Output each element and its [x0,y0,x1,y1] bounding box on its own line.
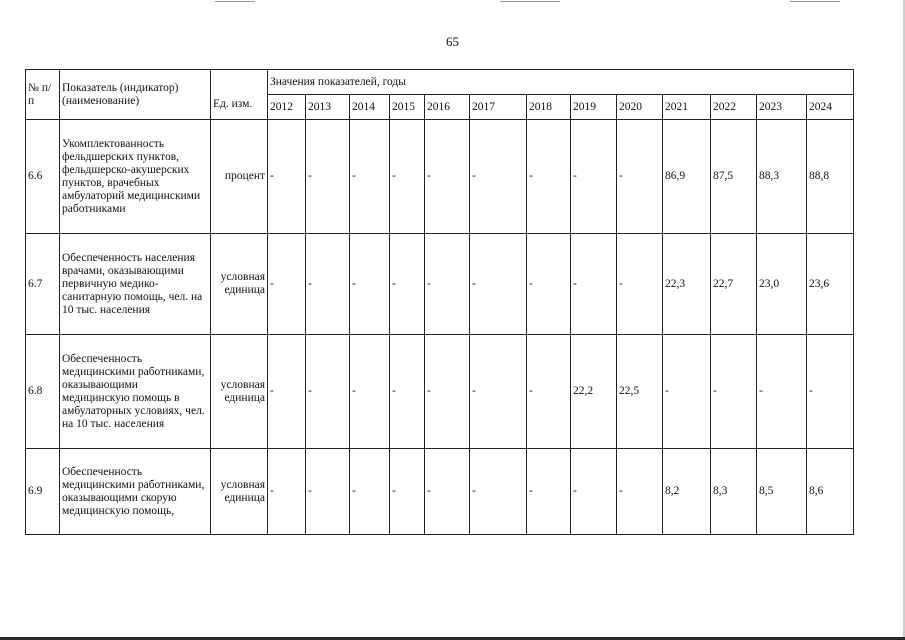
header-num: № п/п [26,70,60,120]
value-cell: - [571,120,617,234]
value-cell: - [350,335,390,449]
year-header: 2022 [711,95,757,120]
year-header: 2016 [425,95,470,120]
year-header: 2012 [268,95,306,120]
unit-cell: процент [211,120,268,234]
indicator-name: Обеспеченность населения врачами, оказывающими первичную медико-санитарную помощь, чел. на 10 тыс. населения [60,234,211,335]
year-header: 2017 [470,95,527,120]
indicator-name: Укомплектованность фельдшерских пунктов, фельдшерско-акушерских пунктов, врачебных амбулаторий медицинскими работниками [60,120,211,234]
value-cell: - [350,234,390,335]
indicator-name: Обеспеченность медицинскими работниками, оказывающими скорую медицинскую помощь, [60,449,211,535]
value-cell: - [807,335,854,449]
table-row [26,449,854,535]
value-cell: - [390,234,425,335]
table-row [26,335,854,449]
value-cell: - [390,335,425,449]
scan-speck [215,1,255,2]
scan-speck [790,1,840,2]
value-cell: - [268,120,306,234]
value-cell: 8,6 [807,449,854,535]
scan-speck [500,1,560,2]
value-cell: - [617,234,663,335]
indicators-table [25,69,854,535]
value-cell: - [571,449,617,535]
row-number: 6.7 [26,234,60,335]
value-cell: - [470,120,527,234]
value-cell: 22,2 [571,335,617,449]
value-cell: 22,3 [663,234,711,335]
value-cell: - [268,335,306,449]
value-cell: 87,5 [711,120,757,234]
unit-cell: условная единица [211,335,268,449]
year-header: 2024 [807,95,854,120]
value-cell: - [571,234,617,335]
value-cell: - [390,120,425,234]
value-cell: 8,3 [711,449,757,535]
value-cell: - [663,335,711,449]
value-cell: - [757,335,807,449]
value-cell: - [306,449,350,535]
value-cell: - [350,449,390,535]
value-cell: - [268,234,306,335]
value-cell: 86,9 [663,120,711,234]
value-cell: - [306,234,350,335]
year-header: 2013 [306,95,350,120]
value-cell: - [390,449,425,535]
header-unit: Ед. изм. [211,70,268,120]
value-cell: - [268,449,306,535]
value-cell: - [527,120,571,234]
value-cell: - [306,335,350,449]
value-cell: - [350,120,390,234]
unit-cell: условная единица [211,449,268,535]
value-cell: - [425,449,470,535]
value-cell: - [617,449,663,535]
value-cell: - [425,120,470,234]
value-cell: 88,3 [757,120,807,234]
value-cell: - [425,335,470,449]
row-number: 6.6 [26,120,60,234]
year-header: 2015 [390,95,425,120]
page-number: 65 [446,34,459,49]
header-row [26,70,854,95]
value-cell: - [470,449,527,535]
value-cell: - [617,120,663,234]
value-cell: 23,0 [757,234,807,335]
year-header: 2020 [617,95,663,120]
year-header: 2018 [527,95,571,120]
row-number: 6.8 [26,335,60,449]
row-number: 6.9 [26,449,60,535]
header-name: Показатель (индикатор) (наименование) [60,70,211,120]
value-cell: 22,5 [617,335,663,449]
value-cell: 22,7 [711,234,757,335]
value-cell: - [527,449,571,535]
year-header: 2021 [663,95,711,120]
value-cell: - [527,335,571,449]
table-row [26,234,854,335]
value-cell: 8,5 [757,449,807,535]
value-cell: - [306,120,350,234]
header-values-group: Значения показателей, годы [268,70,854,95]
value-cell: - [425,234,470,335]
value-cell: - [527,234,571,335]
value-cell: - [470,335,527,449]
year-header: 2014 [350,95,390,120]
year-header: 2023 [757,95,807,120]
unit-cell: условная единица [211,234,268,335]
value-cell: - [470,234,527,335]
value-cell: 23,6 [807,234,854,335]
value-cell: - [711,335,757,449]
year-header: 2019 [571,95,617,120]
value-cell: 8,2 [663,449,711,535]
table-row [26,120,854,234]
value-cell: 88,8 [807,120,854,234]
indicator-name: Обеспеченность медицинскими работниками, оказывающими медицинскую помощь в амбулаторных условиях, чел. на 10 тыс. населения [60,335,211,449]
